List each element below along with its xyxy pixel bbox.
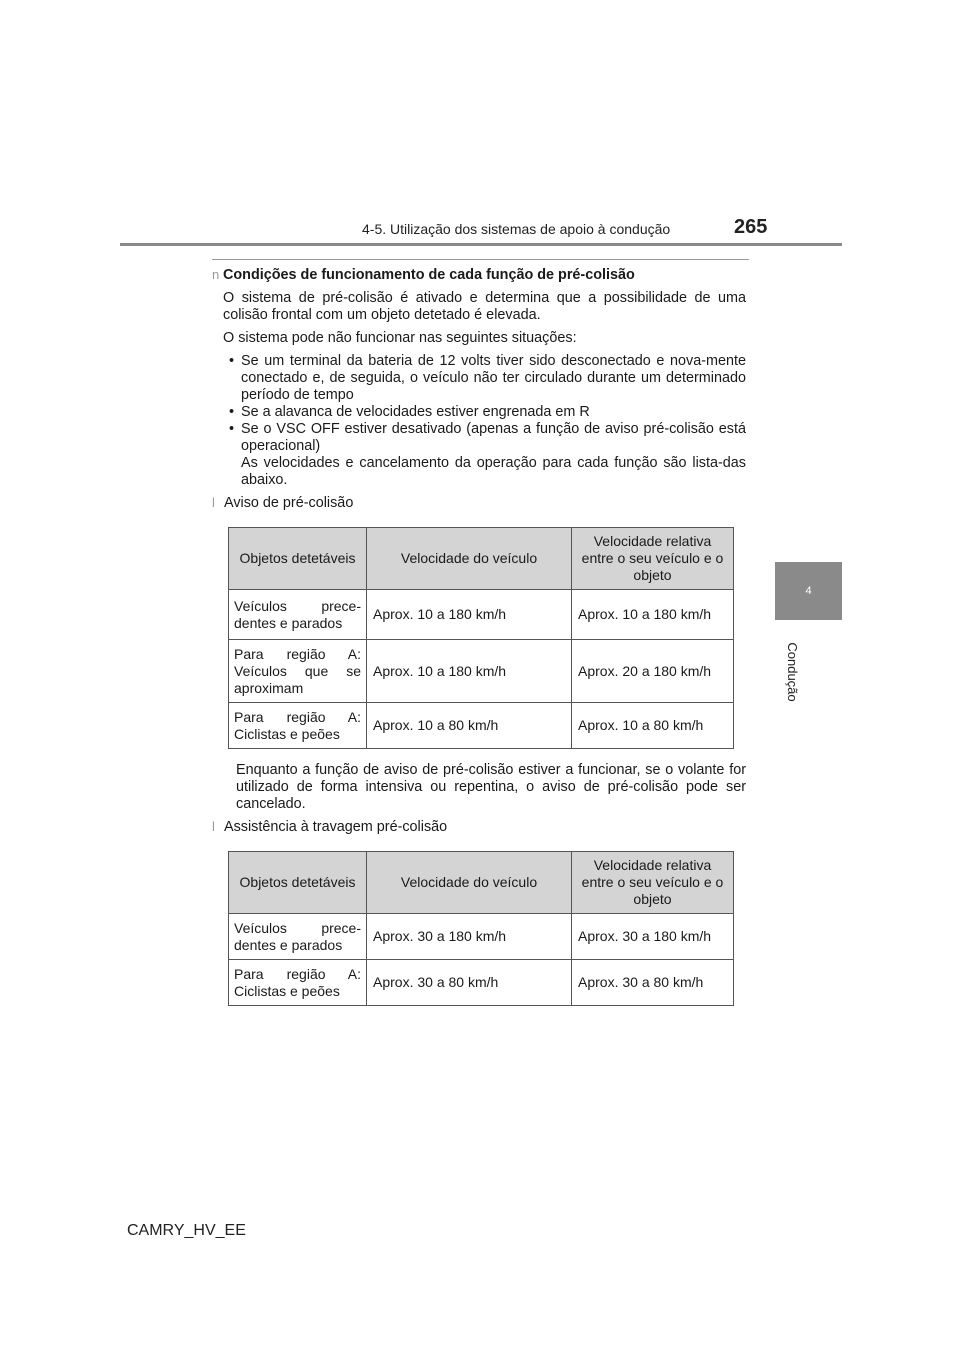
warning-subheading [212, 494, 746, 512]
section-heading [212, 266, 746, 284]
bullet-note: As velocidades e cancelamento da operação para cada função são lista-das abaixo. [241, 455, 746, 488]
page-content [212, 266, 746, 1006]
subsection-marker-icon: l [212, 495, 215, 510]
warning-speed-table [228, 527, 734, 749]
model-code: CAMRY_HV_EE [127, 1222, 246, 1239]
chapter-tab-number: 4 [805, 585, 812, 597]
relative-speed-cell: Aprox. 10 a 180 km/h [572, 590, 734, 640]
running-header: 4-5. Utilização dos sistemas de apoio à condução [362, 221, 671, 237]
relative-speed-cell: Aprox. 30 a 80 km/h [572, 960, 734, 1006]
vehicle-speed-cell: Aprox. 10 a 80 km/h [367, 703, 572, 749]
situations-list [212, 353, 746, 489]
list-item: • Se um terminal da bateria de 12 volts tiver sido desconectado e nova-mente conectado e, de seguida, o veículo não ter circulado durante um determinado período de tempo [212, 353, 746, 404]
brake-speed-table [228, 851, 734, 1006]
header-divider [120, 243, 842, 246]
vehicle-speed-cell: Aprox. 30 a 180 km/h [367, 914, 572, 960]
situations-intro: O sistema pode não funcionar nas seguintes situações: [223, 330, 577, 346]
section-divider [212, 259, 749, 260]
subsection-marker-icon: l [212, 819, 215, 834]
brake-subheading [212, 818, 746, 836]
object-cell: Veículos prece-dentes e parados [229, 590, 367, 640]
vehicle-speed-cell: Aprox. 30 a 80 km/h [367, 960, 572, 1006]
chapter-tab[interactable] [775, 562, 842, 620]
table-row [229, 703, 734, 749]
header-cell: Objetos detetáveis [229, 528, 367, 590]
section-title: Condições de funcionamento de cada função de pré-colisão [223, 267, 635, 283]
header-cell: Objetos detetáveis [229, 852, 367, 914]
brake-title: Assistência à travagem pré-colisão [224, 819, 448, 835]
list-item: • Se a alavanca de velocidades estiver engrenada em R [212, 404, 746, 421]
relative-speed-cell: Aprox. 30 a 180 km/h [572, 914, 734, 960]
table-header-row [229, 852, 734, 914]
intro-paragraph: O sistema de pré-colisão é ativado e determina que a possibilidade de uma colisão frontal com um objeto detetado é elevada. [223, 290, 746, 323]
vehicle-speed-cell: Aprox. 10 a 180 km/h [367, 590, 572, 640]
warning-title: Aviso de pré-colisão [224, 495, 354, 511]
table-row [229, 960, 734, 1006]
table-header-row [229, 528, 734, 590]
header-cell: Velocidade relativa entre o seu veículo e o objeto [572, 528, 734, 590]
vehicle-speed-cell: Aprox. 10 a 180 km/h [367, 640, 572, 703]
object-cell: Para região A: Ciclistas e peões [229, 960, 367, 1006]
heading-marker-icon: n [212, 267, 220, 282]
list-item: • Se o VSC OFF estiver desativado (apenas a função de aviso pré-colisão está operacional) As velocidades e cancelamento da operação para cada função são lista-das abaixo. [212, 421, 746, 489]
header-cell: Velocidade relativa entre o seu veículo e o objeto [572, 852, 734, 914]
warning-cancel-note: Enquanto a função de aviso de pré-colisão estiver a funcionar, se o volante for utilizado de forma intensiva ou repentina, o aviso de pré-colisão pode ser cancelado. [236, 762, 746, 812]
object-cell: Para região A: Ciclistas e peões [229, 703, 367, 749]
header-cell: Velocidade do veículo [367, 852, 572, 914]
table-row [229, 914, 734, 960]
object-cell: Veículos prece-dentes e parados [229, 914, 367, 960]
page-number: 265 [734, 216, 768, 238]
table-row [229, 590, 734, 640]
chapter-label: Condução [785, 642, 800, 702]
relative-speed-cell: Aprox. 20 a 180 km/h [572, 640, 734, 703]
object-cell: Para região A: Veículos que se aproximam [229, 640, 367, 703]
header-cell: Velocidade do veículo [367, 528, 572, 590]
relative-speed-cell: Aprox. 10 a 80 km/h [572, 703, 734, 749]
table-row [229, 640, 734, 703]
